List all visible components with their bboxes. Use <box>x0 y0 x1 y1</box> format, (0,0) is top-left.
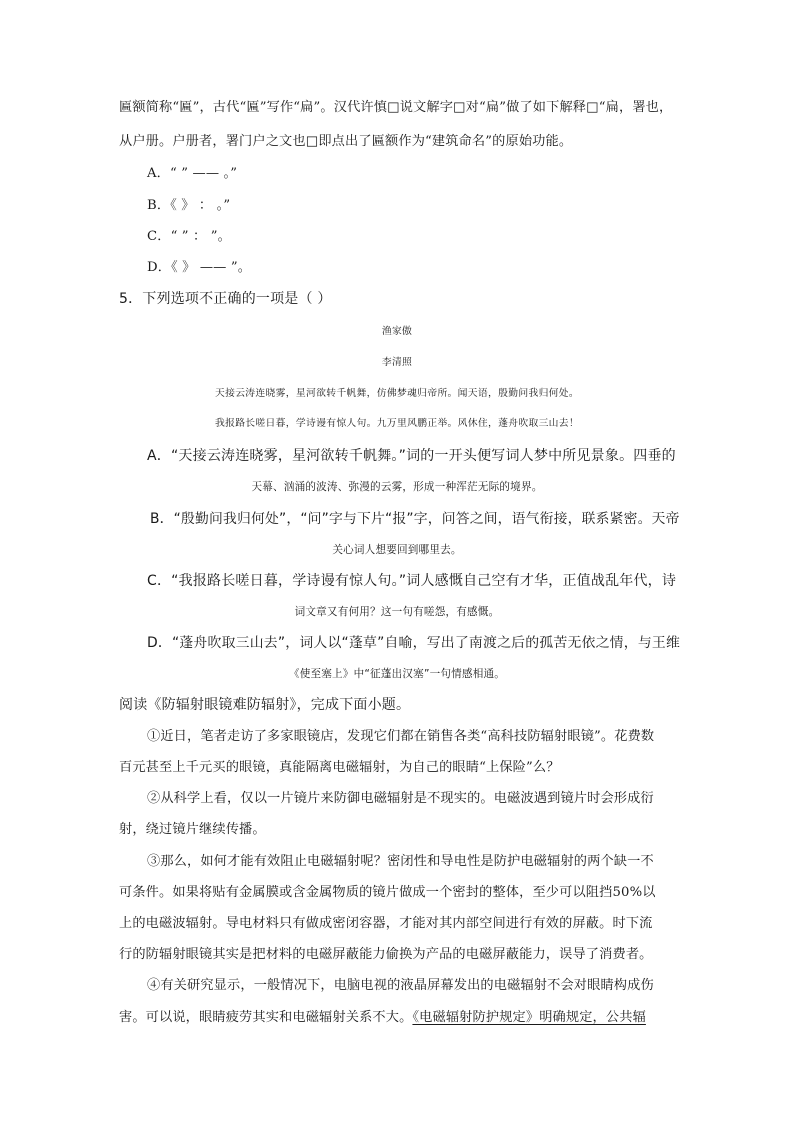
q5-option-b-line-2: 关心词人想要回到哪里去。 <box>332 544 462 556</box>
para-2-line-2: 射，绕过镜片继续传播。 <box>119 822 266 837</box>
passage-line-2: 从户册。户册者，署门户之文也□即点出了匾额作为“建筑命名”的原始功能。 <box>119 134 573 149</box>
para-2-line-1: ②从科学上看，仅以一片镜片来防御电磁辐射是不现实的。电磁波遇到镜片时会形成衍 <box>147 791 654 806</box>
para-3-line-3: 上的电磁波辐射。导电材料只有做成密闭容器，才能对其内部空间进行有效的屏蔽。时下流 <box>119 916 653 931</box>
reading-intro: 阅读《防辐射眼镜难防辐射》，完成下面小题。 <box>119 697 411 713</box>
para-1-line-1: ①近日，笔者走访了多家眼镜店，发现它们都在销售各类“高科技防辐射眼镜”。花费数 <box>147 729 655 744</box>
q4-option-a: A．“ ” —— 。” <box>147 166 238 181</box>
q5-option-a-line-2: 天幕、汹涌的波涛、弥漫的云雾，形成一种浑茫无际的境界。 <box>251 481 543 493</box>
q4-option-b: B．《 》 ： 。” <box>147 198 231 213</box>
para-4-line-2-text: 害。可以说，眼睛疲劳其实和电磁辐射关系不大。 <box>119 1010 413 1025</box>
q5-option-c-line-1: C．“我报路长嗟日暮，学诗谩有惊人句。”词人感慨自己空有才华，正值战乱年代，诗 <box>147 573 677 589</box>
underlined-sentence: 《电磁辐射防护规定》明确规定，公共辐 <box>412 1010 646 1025</box>
q5-option-d-line-2: 《使至塞上》中“征蓬出汉塞”一句情感相通。 <box>288 668 506 680</box>
poem-title: 渔家傲 <box>381 326 413 337</box>
para-4-line-2 <box>119 1008 646 1028</box>
q5-option-a-line-1: A．“天接云涛连晓雾，星河欲转千帆舞。”词的一开头便写词人梦中所见景象。四垂的 <box>147 448 676 464</box>
q5-option-b-line-1: B．“殷勤问我归何处”，“问”字与下片“报”字，问答之间，语气衔接，联系紧密。天帝 <box>150 511 680 527</box>
q4-option-d: D．《 》 —— ”。 <box>147 260 252 275</box>
q5-stem: 5．下列选项不正确的一项是（ ） <box>119 291 332 307</box>
para-3-line-4: 行的防辐射眼镜其实是把材料的电磁屏蔽能力偷换为产品的电磁屏蔽能力，误导了消费者。 <box>119 947 653 962</box>
q5-option-c-line-2: 词文章又有何用？这一句有嗟怨，有感慨。 <box>294 606 500 618</box>
q5-option-d-line-1: D．“蓬舟吹取三山去”，词人以“蓬草”自喻，写出了南渡之后的孤苦无依之情，与王维 <box>147 635 681 651</box>
q4-option-c: C．“ ” ： ”。 <box>147 229 231 244</box>
passage-line-1: 匾额简称“匾”，古代“匾”写作“扁”。汉代许慎□说文解字□对“扁”做了如下解释□“扁，署也， <box>119 100 673 115</box>
para-4-line-1: ④有关研究显示，一般情况下，电脑电视的液晶屏幕发出的电磁辐射不会对眼睛构成伤 <box>147 978 654 993</box>
poem-author: 李清照 <box>381 357 413 368</box>
para-1-line-2: 百元甚至上千元买的眼镜，真能隔离电磁辐射，为自己的眼睛“上保险”么？ <box>119 760 560 775</box>
para-3-line-2: 可条件。如果将贴有金属膜或含金属物质的镜片做成一个密封的整体，至少可以阻挡50%以 <box>119 885 656 900</box>
poem-line-2: 我报路长嗟日暮，学诗谩有惊人句。九万里风鹏正举。风休住，蓬舟吹取三山去！ <box>214 418 580 429</box>
poem-line-1: 天接云涛连晓雾，星河欲转千帆舞，仿佛梦魂归帝所。闻天语，殷勤问我归何处。 <box>214 388 580 399</box>
para-3-line-1: ③那么，如何才能有效阻止电磁辐射呢？密闭性和导电性是防护电磁辐射的两个缺一不 <box>147 854 654 869</box>
